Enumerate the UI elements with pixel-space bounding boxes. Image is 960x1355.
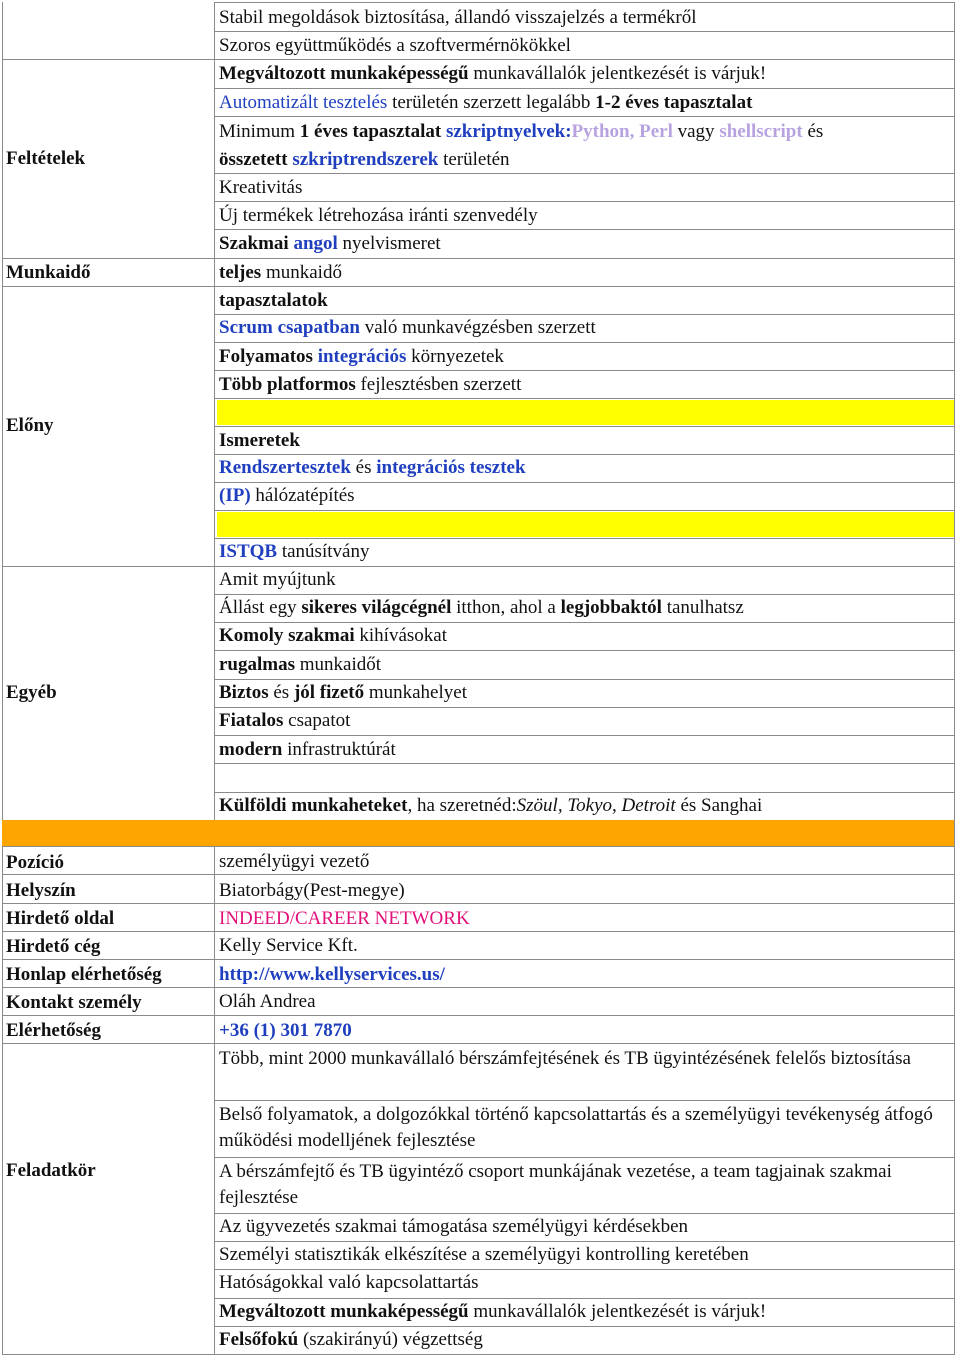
grid-line	[214, 201, 955, 202]
task-row: Az ügyvezetés szakmai támogatása személyügyi kérdésekben	[219, 1216, 689, 1237]
label-hirdeto-ceg: Hirdető cég	[6, 936, 101, 957]
grid-line	[214, 258, 955, 259]
label-kontakt: Kontakt személy	[6, 992, 142, 1013]
grid-line	[2, 59, 215, 60]
grid-line	[214, 846, 955, 847]
advantage-row: Scrum csapatban való munkavégzésben szerzett	[219, 317, 596, 338]
advantage-row: Folyamatos integrációs környezetek	[219, 346, 504, 367]
grid-line	[214, 2, 955, 3]
grid-line	[2, 874, 215, 875]
task-row: Belső folyamatok, a dolgozókkal történő kapcsolattartás és a személyügyi tevékenység átfogó működési modelljének fejlesztése	[219, 1104, 933, 1151]
grid-line	[214, 735, 955, 736]
offer-row: Amit myújtunk	[219, 569, 336, 590]
section-divider-orange	[2, 820, 954, 846]
grid-line	[214, 763, 955, 764]
offer-row: rugalmas munkaidőt	[219, 654, 382, 675]
grid-line	[214, 88, 955, 89]
offer-row: Állást egy sikeres világcégnél itthon, ahol a legjobbaktól tanulhatsz	[219, 597, 744, 618]
task-row: Személyi statisztikák elkészítése a személyügyi kontrolling keretében	[219, 1244, 749, 1265]
highlight-bar-yellow	[217, 512, 954, 537]
task-row: Felsőfokú (szakirányú) végzettség	[219, 1329, 483, 1350]
offer-row: Külföldi munkaheteket, ha szeretnéd:Szöul, Tokyo, Detroit és Sanghai	[219, 795, 763, 816]
task-row: Megváltozott munkaképességű munkavállalók jelentkezését is várjuk!	[219, 1301, 767, 1322]
advantage-row: (IP) hálózatépítés	[219, 485, 355, 506]
requirement-row: Automatizált tesztelés területén szerzett legalább 1-2 éves tapasztalat	[219, 92, 753, 113]
label-honlap: Honlap elérhetőség	[6, 964, 162, 985]
advantage-row: tapasztalatok	[219, 290, 328, 311]
grid-line	[214, 1100, 955, 1101]
advantage-row: ISTQB tanúsítvány	[219, 541, 370, 562]
offer-row: modern infrastruktúrát	[219, 739, 396, 760]
grid-line	[214, 959, 955, 960]
grid-line	[2, 566, 215, 567]
label-feltetelek: Feltételek	[6, 148, 86, 169]
grid-line	[214, 426, 955, 427]
grid-line	[2, 846, 215, 847]
requirement-row: Megváltozott munkaképességű munkavállalók jelentkezését is várjuk!	[219, 63, 767, 84]
task-row: Több, mint 2000 munkavállaló bérszámfejtésének és TB ügyintézésének felelős biztosítása	[219, 1048, 911, 1069]
location-value: Biatorbágy(Pest-megye)	[219, 880, 405, 901]
grid-line	[2, 931, 215, 932]
grid-line	[2, 2, 3, 1355]
requirement-row: Új termékek létrehozása iránti szenvedély	[219, 205, 538, 226]
advantage-row: Ismeretek	[219, 430, 300, 451]
offer-row: Biztos és jól fizető munkahelyet	[219, 682, 467, 703]
offer-row: Komoly szakmai kihívásokat	[219, 625, 447, 646]
requirement-row: Szakmai angol nyelvismeret	[219, 233, 441, 254]
label-elerhetoseg: Elérhetőség	[6, 1020, 101, 1041]
grid-line	[214, 1015, 955, 1016]
grid-line	[2, 959, 215, 960]
grid-line	[214, 650, 955, 651]
task-row: Hatóságokkal való kapcsolattartás	[219, 1272, 479, 1293]
requirement-row: Kreativitás	[219, 177, 303, 198]
grid-line	[214, 59, 955, 60]
grid-line	[2, 987, 215, 988]
label-egyeb: Egyéb	[6, 682, 57, 703]
grid-line	[2, 286, 215, 287]
label-feladatkor: Feladatkör	[6, 1160, 96, 1181]
grid-line	[214, 1157, 955, 1158]
grid-line	[214, 116, 955, 117]
website-link[interactable]: http://www.kellyservices.us/	[219, 964, 445, 985]
grid-line	[214, 370, 955, 371]
requirement-row: Szoros együttműködés a szoftvermérnökökkel	[219, 35, 571, 56]
grid-line	[214, 398, 955, 399]
label-munkaido: Munkaidő	[6, 262, 91, 283]
advantage-row: Több platformos fejlesztésben szerzett	[219, 374, 522, 395]
label-eloeny: Előny	[6, 415, 54, 436]
label-hirdeto-oldal: Hirdető oldal	[6, 908, 115, 929]
grid-line	[2, 1015, 215, 1016]
grid-line	[214, 342, 955, 343]
highlight-bar-yellow	[217, 400, 954, 425]
grid-line	[214, 286, 955, 287]
label-pozicio: Pozíció	[6, 852, 65, 873]
worktime-row: teljes munkaidő	[219, 262, 342, 283]
requirement-row: Stabil megoldások biztosítása, állandó visszajelzés a termékről	[219, 7, 697, 28]
task-row: A bérszámfejtő és TB ügyintéző csoport munkájának vezetése, a team tagjainak szakmai fejlesztése	[219, 1161, 892, 1208]
advantage-row: Rendszertesztek és integrációs tesztek	[219, 457, 526, 478]
label-helyszin: Helyszín	[6, 880, 76, 901]
grid-line	[214, 510, 955, 511]
grid-line	[2, 903, 215, 904]
advertiser-company-value: Kelly Service Kft.	[219, 935, 358, 956]
grid-line	[2, 258, 215, 259]
grid-line	[214, 229, 955, 230]
advertiser-site-value: INDEED/CAREER NETWORK	[219, 908, 470, 929]
grid-line	[2, 1043, 215, 1044]
grid-line	[214, 31, 955, 32]
contact-person-value: Oláh Andrea	[219, 991, 316, 1012]
phone-value: +36 (1) 301 7870	[219, 1020, 352, 1041]
position-value: személyügyi vezető	[219, 851, 370, 872]
requirement-row: Minimum 1 éves tapasztalat szkriptnyelvek:Python, Perl vagy shellscript és összetett szkriptrendszerek területén	[219, 121, 824, 170]
offer-row: Fiatalos csapatot	[219, 710, 351, 731]
